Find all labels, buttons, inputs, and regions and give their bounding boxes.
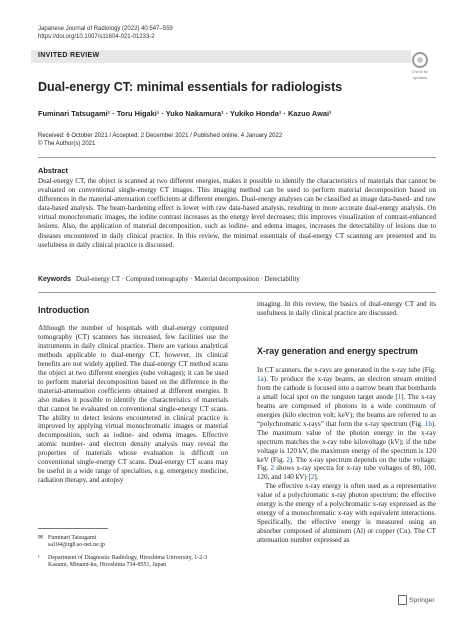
text-run: shows x-ray spectra for x-ray tube voltages of 80, 100, 120, and 140 kV) [ [257, 464, 436, 482]
envelope-icon: ✉ [38, 535, 44, 541]
article-type-label: INVITED REVIEW [38, 52, 100, 59]
corresponding-author-name: Fuminari Tatsugami [48, 535, 97, 541]
author-list: Fuminari Tatsugami¹ · Toru Higaki¹ · Yuko Nakamura¹ · Yukiko Honda¹ · Kazuo Awai¹ [38, 109, 332, 118]
reference-link[interactable]: 1 [397, 392, 402, 401]
article-title: Dual‑energy CT: minimal essentials for radiologists [38, 80, 343, 94]
figure-link[interactable]: 2 [270, 464, 275, 473]
crossmark-caption-2: updates [412, 75, 428, 80]
journal-header [38, 25, 173, 41]
crossmark-icon [412, 52, 428, 68]
keywords-label: Keywords [38, 276, 71, 283]
divider [38, 292, 436, 293]
keywords [38, 276, 300, 283]
right-column-top [257, 300, 436, 318]
keywords-text: Dual-energy CT · Computed tomography · Material decomposition · Detectability [75, 276, 300, 283]
affiliation-text: Department of Diagnostic Radiology, Hiroshima University, 1-2-3 Kasumi, Minami-ku, Hiroshima 734-8551, Japan [48, 554, 208, 569]
journal-citation: Japanese Journal of Radiology (2022) 40:547–559 [38, 26, 173, 32]
divider [38, 157, 436, 158]
publisher-logo [398, 595, 435, 605]
text-run: ]. The x-ray beams are composed of photons in a wide continuum of energies (kilo electron volt; keV); the beams are referred to as “polychromatic x-rays” that form the x-ray spectrum (Fig. [257, 392, 436, 428]
intro-continuation: imaging. In this review, the basics of dual-energy CT and its usefulness in daily clinical practice are discussed. [257, 300, 436, 317]
intro-paragraph: Although the number of hospitals with dual-energy computed tomography (CT) scanners has increased, few facilities use the instruments in daily clinical practice. There are various analytical methods applicable to dual-energy CT, however, its clinical benefits are not widely applied. The dual-energy CT method scans the object at two different energies (tube voltages); it can be used to perform material decomposition based on the difference in the material-attenuation coefficients obtained at different energies. It also makes it possible to identify the characteristics of materials that cannot be evaluated on conventional single-energy CT scans. The ability to detect lesions encountered in clinical practice is improved by applying virtual monochromatic images or material decomposition, such as iodine- and edema images. Effective atomic number- and electron density analysis may reveal the properties of materials whose evaluation is difficult on conventional single-energy CT scans. Dual-energy CT scans may be useful in a wide range of specialties, e.g. emergency medicine, radiation therapy, and autopsy [38, 324, 228, 485]
footnote-divider [38, 528, 108, 529]
right-column [257, 366, 436, 545]
left-column [38, 324, 228, 485]
abstract-heading: Abstract [38, 166, 68, 175]
text-run: In CT scanners, the x-rays are generated in the x-ray tube (Fig. [257, 366, 436, 374]
journal-doi[interactable]: https://doi.org/10.1007/s11604-021-01233-2 [38, 34, 155, 40]
corresponding-author-note [38, 535, 228, 550]
publication-dates [38, 132, 282, 148]
xray-paragraph-1 [257, 366, 436, 482]
affiliation-mark: ¹ [38, 554, 40, 561]
text-run: ]. [314, 473, 319, 482]
section-heading-introduction: Introduction [38, 305, 90, 315]
corresponding-author-email[interactable]: sa104@rg8.so-net.ne.jp [48, 542, 105, 549]
text-run: ). To produce the x-ray beams, an electron stream emitted from the cathode is focused into a narrow beam that bombards a small focal spot on the tungsten target anode [ [257, 374, 436, 401]
section-heading-xray: X‑ray generation and energy spectrum [257, 346, 418, 356]
springer-horse-icon [398, 595, 407, 605]
publisher-name: Springer [409, 596, 435, 604]
article-type-bar [31, 50, 411, 63]
xray-paragraph-2: The effective x-ray energy is often used as a representative value of a polychromatic x-ray photon spectrum; the effective energy is the energy of a polychromatic x-ray expressed as the energy of a monochromatic x-ray with equivalent interactions. Specifically, the effective energy is measured using an absorber composed of aluminum (Al) or copper (Cu). The CT attenuation number expressed as [257, 482, 436, 545]
copyright-line: © The Author(s) 2021 [38, 141, 96, 147]
abstract-text: Dual-energy CT, the object is scanned at two different energies, makes it possible to identify the characteristics of materials that cannot be evaluated on conventional single-energy CT images. This imaging method can be used to perform material decomposition based on differences in the material-attenuation coefficients at different energies. Dual-energy analyses can be classified as image data-based- and raw data-based analysis. The beam-hardening effect is lower with raw data-based analysis, resulting in more accurate dual-energy analysis. On virtual monochromatic images, the iodine contrast increases as the energy level decreases; this improves visualization of contrast-enhanced lesions. Also, the application of material decomposition, such as iodine- and edema images, increases the detectability of lesions due to diseases encountered in daily clinical practice. In this review, the minimal essentials of dual-energy CT scanning are presented and its usefulness in daily clinical practice is discussed. [38, 177, 436, 249]
reference-link[interactable]: 2 [310, 473, 315, 482]
affiliation-note [38, 555, 228, 570]
crossmark-caption-1: Check for [411, 69, 429, 74]
figure-link[interactable]: 1b [424, 419, 432, 428]
figure-link[interactable]: 1a [257, 374, 264, 383]
text-run: ). The maximum value of the photon energy in the x-ray spectrum matches the x-ray tube kilovoltage (kV); if the tube voltage is 120 kV, the maximum energy of the spectrum is 120 keV (Fig. [257, 419, 436, 464]
footnotes [38, 535, 228, 575]
figure-link[interactable]: 2 [286, 455, 290, 464]
dates-line: Received: 6 October 2021 / Accepted: 2 December 2021 / Published online: 4 January 2022 [38, 133, 283, 139]
crossmark-badge[interactable] [410, 52, 430, 80]
text-run: ). The x-ray spectrum depends on the tube voltage; Fig. [257, 455, 436, 473]
